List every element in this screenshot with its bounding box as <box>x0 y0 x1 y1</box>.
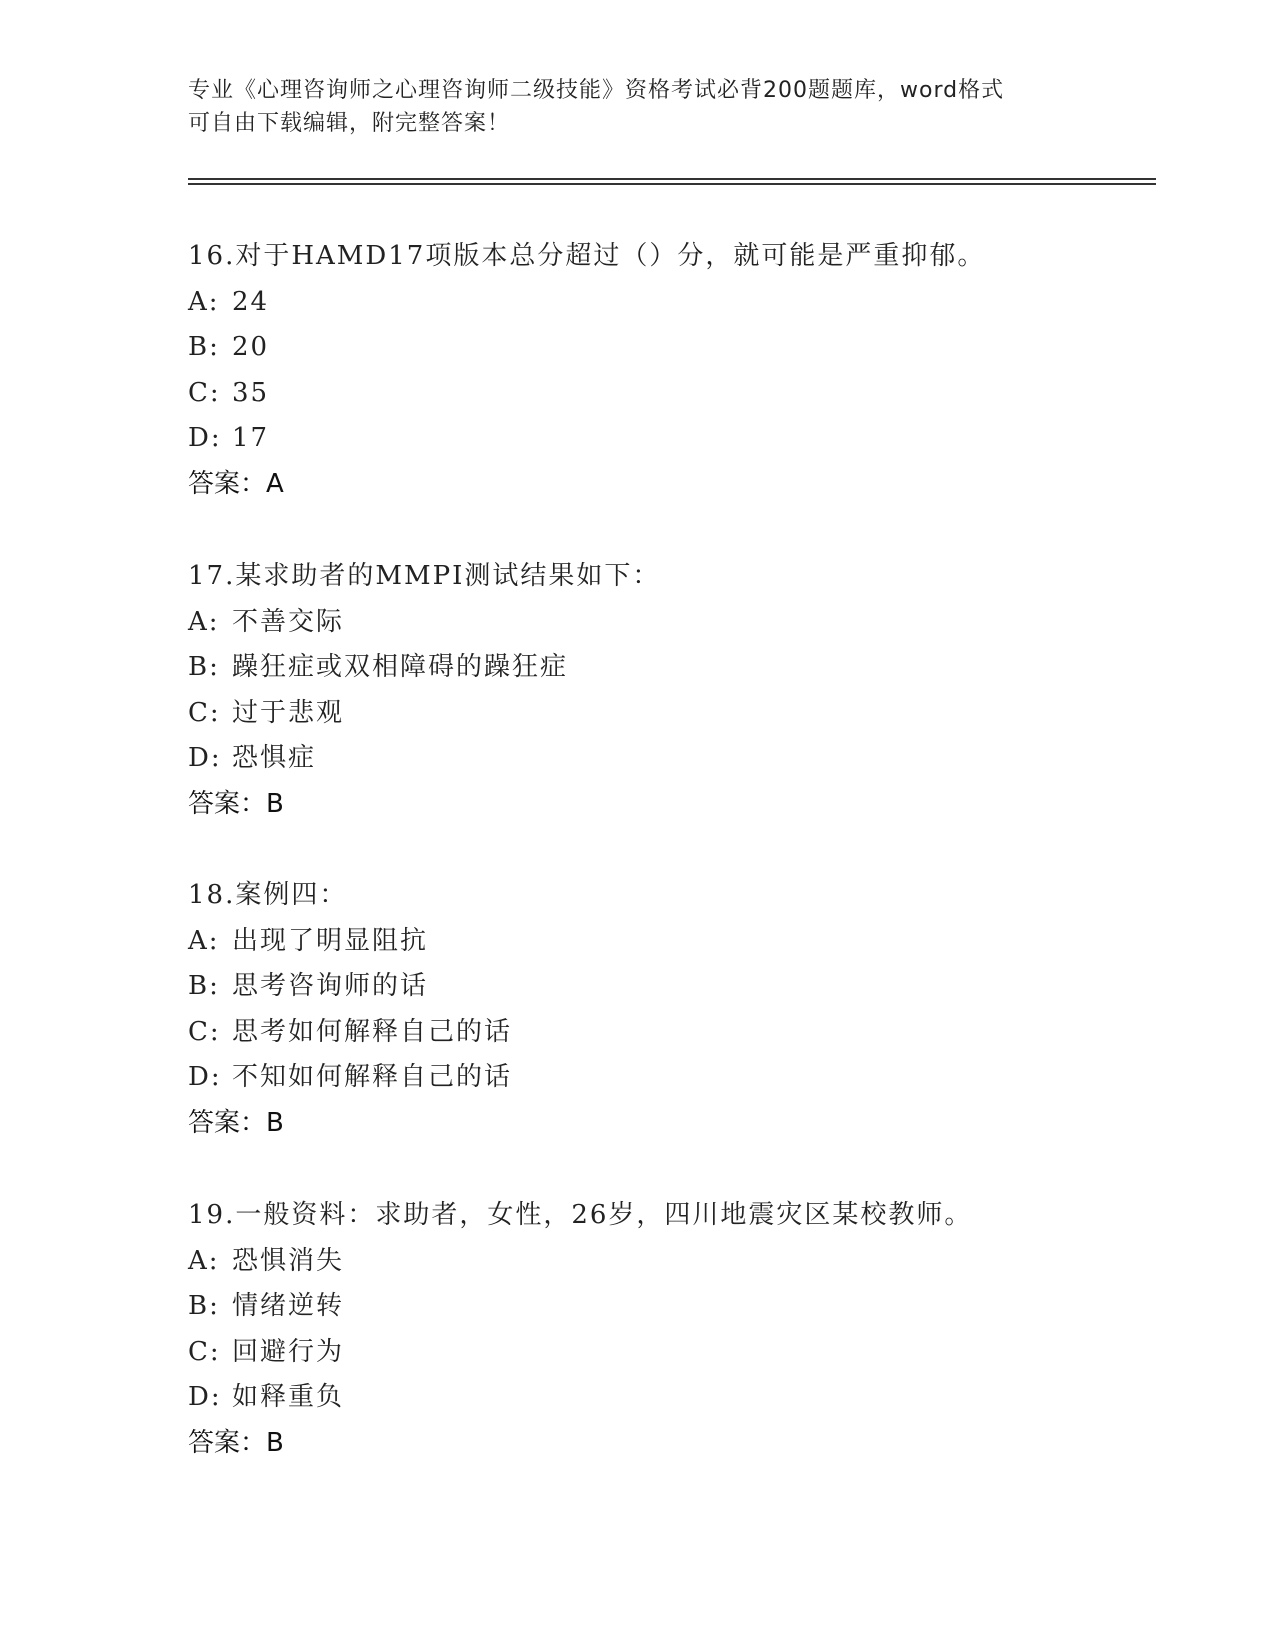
option-d <box>188 416 1156 462</box>
option-text: 如释重负 <box>232 1382 345 1412</box>
option-key: B: <box>188 332 220 362</box>
option-text: 躁狂症或双相障碍的躁狂症 <box>232 652 569 682</box>
question-stem: 17.某求助者的MMPI测试结果如下： <box>188 561 661 591</box>
option-key: A: <box>188 925 220 956</box>
option-key: A: <box>188 606 220 637</box>
option-key: C: <box>188 697 221 728</box>
option-text: 过于悲观 <box>232 697 345 728</box>
option-c <box>188 1330 1156 1376</box>
answer-label: 答案：B <box>188 1107 284 1138</box>
answer-label: 答案：A <box>188 468 284 499</box>
option-b <box>188 645 1156 691</box>
option-d <box>188 1055 1156 1101</box>
option-text: 不善交际 <box>232 606 345 637</box>
option-text: 35 <box>232 377 270 408</box>
document-header <box>188 74 1068 140</box>
option-text: 不知如何解释自己的话 <box>232 1062 513 1092</box>
option-d <box>188 736 1156 782</box>
option-key: D: <box>188 423 222 453</box>
header-divider-bottom <box>188 183 1156 185</box>
option-key: D: <box>188 743 222 773</box>
option-text: 出现了明显阻抗 <box>232 925 429 956</box>
option-key: C: <box>188 377 221 408</box>
header-line-1: 专业《心理咨询师之心理咨询师二级技能》资格考试必背200题题库，word格式 <box>188 78 1005 103</box>
answer-label: 答案：B <box>188 788 284 819</box>
option-b <box>188 1284 1156 1330</box>
option-text: 17 <box>232 423 270 453</box>
option-key: B: <box>188 971 220 1001</box>
option-text: 思考如何解释自己的话 <box>232 1016 513 1047</box>
option-c <box>188 371 1156 417</box>
option-a <box>188 1239 1156 1285</box>
question-18 <box>188 873 1156 1146</box>
question-stem: 16.对于HAMD17项版本总分超过（）分，就可能是严重抑郁。 <box>188 241 986 271</box>
option-key: B: <box>188 1291 220 1321</box>
option-key: D: <box>188 1062 222 1092</box>
option-key: C: <box>188 1016 221 1047</box>
option-text: 回避行为 <box>232 1336 345 1367</box>
option-text: 20 <box>232 332 270 362</box>
header-divider-top <box>188 178 1156 180</box>
option-key: D: <box>188 1382 222 1412</box>
option-c <box>188 1010 1156 1056</box>
option-text: 思考咨询师的话 <box>232 971 429 1001</box>
option-key: A: <box>188 1245 220 1276</box>
option-d <box>188 1375 1156 1421</box>
option-c <box>188 691 1156 737</box>
option-a <box>188 280 1156 326</box>
question-stem: 19.一般资料：求助者，女性，26岁，四川地震灾区某校教师。 <box>188 1200 973 1230</box>
option-b <box>188 325 1156 371</box>
option-text: 恐惧消失 <box>232 1245 345 1276</box>
question-16 <box>188 234 1156 507</box>
option-key: A: <box>188 286 220 317</box>
question-17 <box>188 554 1156 827</box>
option-key: C: <box>188 1336 221 1367</box>
option-text: 情绪逆转 <box>232 1291 345 1321</box>
option-b <box>188 964 1156 1010</box>
option-a <box>188 600 1156 646</box>
option-text: 24 <box>232 286 270 317</box>
answer-label: 答案：B <box>188 1427 284 1458</box>
option-text: 恐惧症 <box>232 743 317 773</box>
header-line-2: 可自由下载编辑，附完整答案！ <box>188 111 511 136</box>
question-19 <box>188 1193 1156 1466</box>
option-key: B: <box>188 652 220 682</box>
question-stem: 18.案例四： <box>188 880 348 910</box>
option-a <box>188 919 1156 965</box>
